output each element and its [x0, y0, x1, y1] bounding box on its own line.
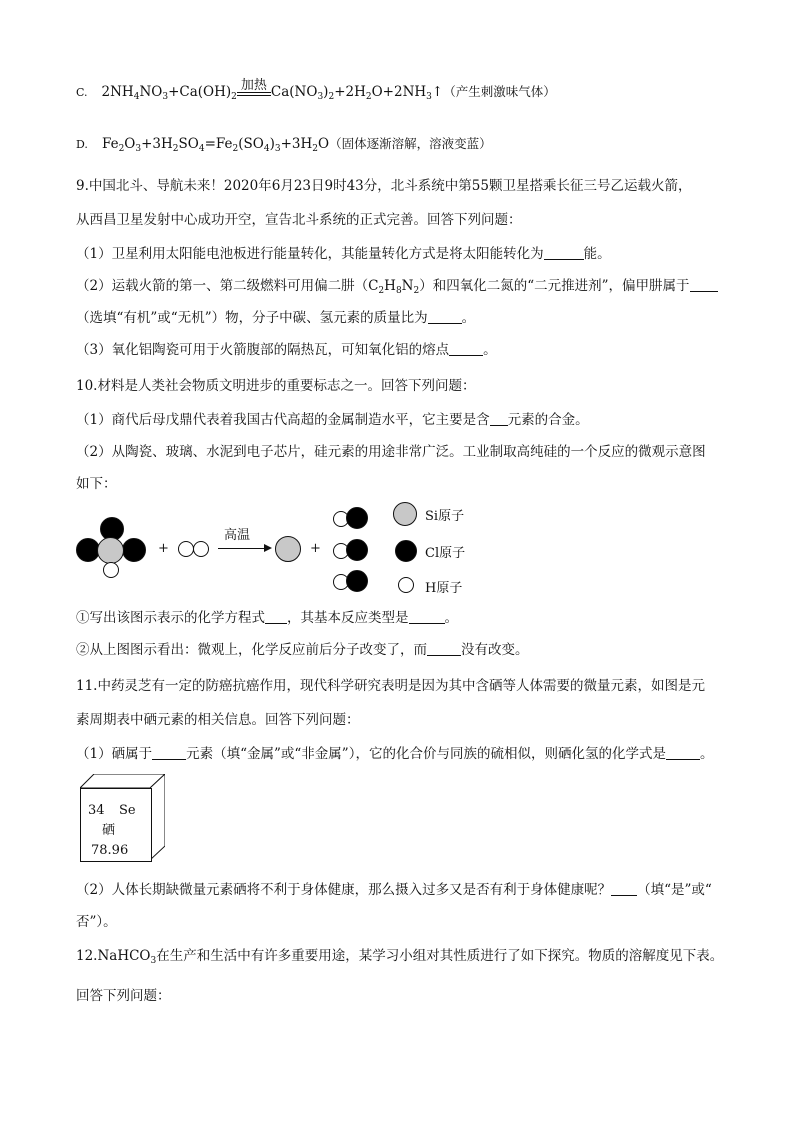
answer-blank[interactable]: [690, 278, 718, 292]
element-card: [80, 788, 152, 862]
q11-part2-cont: 否”）。: [76, 914, 117, 930]
q9-stem-line2: 从西昌卫星发射中心成功开空，宣告北斗系统的正式完善。回答下列问题：: [76, 212, 522, 228]
q10-part2: （2）从陶瓷、玻璃、水泥到电子芯片，硅元素的用途非常广泛。工业制取高纯硅的一个反应的微观示意图: [76, 444, 706, 460]
option-label: C.: [76, 86, 88, 99]
q9-part2-cont: （选填“有机”或“无机”）物，分子中碳、氢元素的质量比为 。: [76, 310, 476, 326]
reaction-condition: 加热: [240, 78, 267, 93]
q12-prompt: 回答下列问题：: [76, 988, 171, 1004]
reaction-arrow-icon: [218, 548, 268, 549]
answer-blank[interactable]: [265, 610, 287, 624]
legend-cl-label: Cl原子: [425, 546, 466, 561]
cl-atom: [122, 538, 146, 562]
plus-sign: +: [310, 541, 321, 556]
atomic-mass: 78.96: [91, 843, 129, 858]
q11-part1: （1）硒属于 元素（填“金属”或“非金属”），它的化合价与同族的硫相似，则硒化氢的化学式是 。: [76, 746, 714, 762]
legend-si-atom: [393, 502, 417, 526]
q9-part2: （2）运载火箭的第一、第二级燃料可用偏二肼$(C_2H_8N_2)$和四氧化二氮的“二元推进剂”，偏甲肼属于: [76, 276, 718, 301]
h-atom: [103, 562, 119, 578]
cl-atom: [346, 539, 368, 561]
cube-side-face: [150, 774, 165, 860]
answer-blank[interactable]: [152, 746, 186, 760]
q9-part1: （1）卫星利用太阳能电池板进行能量转化，其能量转化方式是将太阳能转化为 能。: [76, 246, 611, 262]
q9-stem-line1: 9.中国北斗、导航未来！2020年6月23日9时43分，北斗系统中第55颗卫星搭乘长征三号乙运载火箭，: [76, 178, 692, 194]
q11-stem-line2: 素周期表中硒元素的相关信息。回答下列问题：: [76, 712, 360, 728]
gas-arrow-icon: ↑: [431, 84, 444, 100]
cl-atom: [346, 570, 368, 592]
reaction-condition-arrow: [237, 78, 271, 96]
legend-cl-atom: [395, 540, 417, 562]
q11-part2: （2）人体长期缺微量元素硒将不利于身体健康，那么摄入过多又是否有利于身体健康呢？ （填“是”或“: [76, 882, 712, 898]
arrow-head-icon: [264, 544, 272, 552]
answer-blank[interactable]: [449, 342, 483, 356]
q11-stem-line1: 11.中药灵芝有一定的防癌抗癌作用，现代科学研究表明是因为其中含硒等人体需要的微量元素，如图是元: [76, 678, 705, 694]
answer-blank[interactable]: [666, 746, 700, 760]
cl-atom: [346, 507, 368, 529]
option-note: （固体逐渐溶解，溶液变蓝）: [329, 136, 492, 151]
answer-blank[interactable]: [428, 310, 462, 324]
legend-h-label: H原子: [425, 581, 463, 596]
answer-blank[interactable]: [490, 412, 508, 426]
option-d: D. $Fe_2O_3+3H_2SO_4=Fe_2(SO_4)_3+3H_2O$（固体逐渐溶解，溶液变蓝）: [76, 136, 492, 154]
atomic-number: 34: [88, 803, 105, 818]
q12-stem: 12.NaHCO$_3$在生产和生活中有许多重要用途，某学习小组对其性质进行了如下探究。物质的溶解度见下表。: [76, 948, 724, 966]
q10-sub1: ①写出该图示表示的化学方程式 ，其基本反应类型是 。: [76, 610, 458, 626]
option-label: D.: [76, 138, 88, 151]
q10-sub2: ②从上图图示看出：微观上，化学反应前后分子改变了，而 没有改变。: [76, 642, 529, 658]
answer-blank[interactable]: [409, 610, 445, 624]
answer-blank[interactable]: [427, 642, 461, 656]
option-c: C. $2NH_4NO_3+Ca(OH)_2$ 加热 $Ca(NO_3)_2+2H_2O+2NH_3↑$（产生刺激味气体）: [76, 78, 556, 102]
element-name: 硒: [102, 823, 116, 838]
legend-si-label: Si原子: [425, 509, 465, 524]
option-note: （产生刺激味气体）: [443, 84, 556, 99]
legend-h-atom: [398, 577, 414, 593]
q10-stem: 10.材料是人类社会物质文明进步的重要标志之一。回答下列问题：: [76, 378, 476, 394]
si-atom: [97, 537, 124, 564]
element-symbol: Se: [119, 803, 136, 818]
q10-part1: （1）商代后母戊鼎代表着我国古代高超的金属制造水平，它主要是含 元素的合金。: [76, 412, 589, 428]
q10-part2-cont: 如下：: [76, 476, 117, 492]
h-atom: [178, 541, 194, 557]
q9-part3: （3）氧化铝陶瓷可用于火箭腹部的隔热瓦，可知氧化铝的熔点 。: [76, 342, 497, 358]
reaction-condition: 高温: [224, 528, 251, 543]
answer-blank[interactable]: [611, 882, 637, 896]
si-atom: [275, 536, 301, 562]
plus-sign: +: [158, 541, 169, 556]
h-atom: [193, 541, 209, 557]
answer-blank[interactable]: [544, 246, 584, 260]
